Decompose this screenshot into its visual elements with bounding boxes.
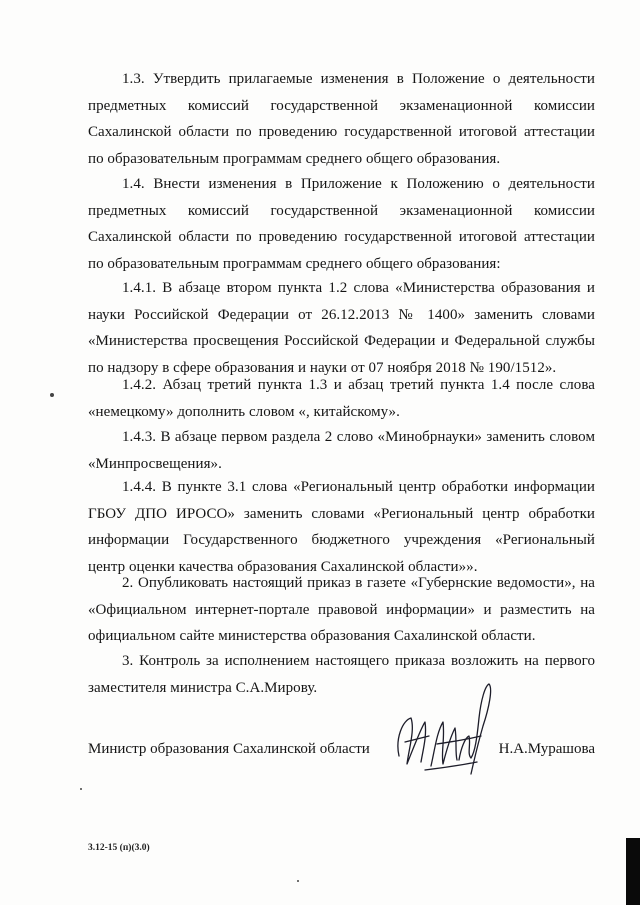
document-code: 3.12-15 (п)(3.0) [88,843,150,853]
scan-speck [50,393,54,397]
signatory-title: Министр образования Сахалинской области [88,741,370,757]
scan-speck [297,880,299,882]
paragraph-1-4-3: 1.4.3. В абзаце первом раздела 2 слово «Минобрнауки» заменить словом «Минпросвещения». [88,429,595,472]
paragraph-1-4-4: 1.4.4. В пункте 3.1 слова «Региональный центр обработки информации ГБОУ ДПО ИРОСО» заменить словами «Региональный центр обработки информации Государственного бюджетного учреждения «Региональный центр оценки качества образования Сахалинской области»». [88,479,595,575]
paragraph-1-4: 1.4. Внести изменения в Приложение к Положению о деятельности предметных комиссий государственной экзаменационной комиссии Сахалинской области по проведению государственной итоговой аттестации по образовательным программам среднего общего образования: [88,176,595,272]
paragraph-1-4-2: 1.4.2. Абзац третий пункта 1.3 и абзац третий пункта 1.4 после слова «немецкому» дополнить словом «, китайскому». [88,377,595,420]
signature-row [88,736,595,764]
handwritten-signature [385,678,505,778]
scan-edge-mark [626,838,640,905]
paragraph-1-4-1: 1.4.1. В абзаце втором пункта 1.2 слова «Министерства образования и науки Российской Федерации от 26.12.2013 № 1400» заменить словами «Министерства просвещения Российской Федерации и Федеральной службы по надзору в сфере образования и науки от 07 ноября 2018 № 190/1512». [88,280,595,376]
paragraph-3: 3. Контроль за исполнением настоящего приказа возложить на первого заместителя министра С.А.Мирову. [88,653,595,696]
signatory-name: Н.А.Мурашова [498,741,595,757]
paragraph-2: 2. Опубликовать настоящий приказ в газете «Губернские ведомости», на «Официальном интернет-портале правовой информации» и разместить на официальном сайте министерства образования Сахалинской области. [88,575,595,644]
scan-speck [80,788,82,790]
paragraph-1-3: 1.3. Утвердить прилагаемые изменения в Положение о деятельности предметных комиссий государственной экзаменационной комиссии Сахалинской области по проведению государственной итоговой аттестации по образовательным программам среднего общего образования. [88,71,595,167]
